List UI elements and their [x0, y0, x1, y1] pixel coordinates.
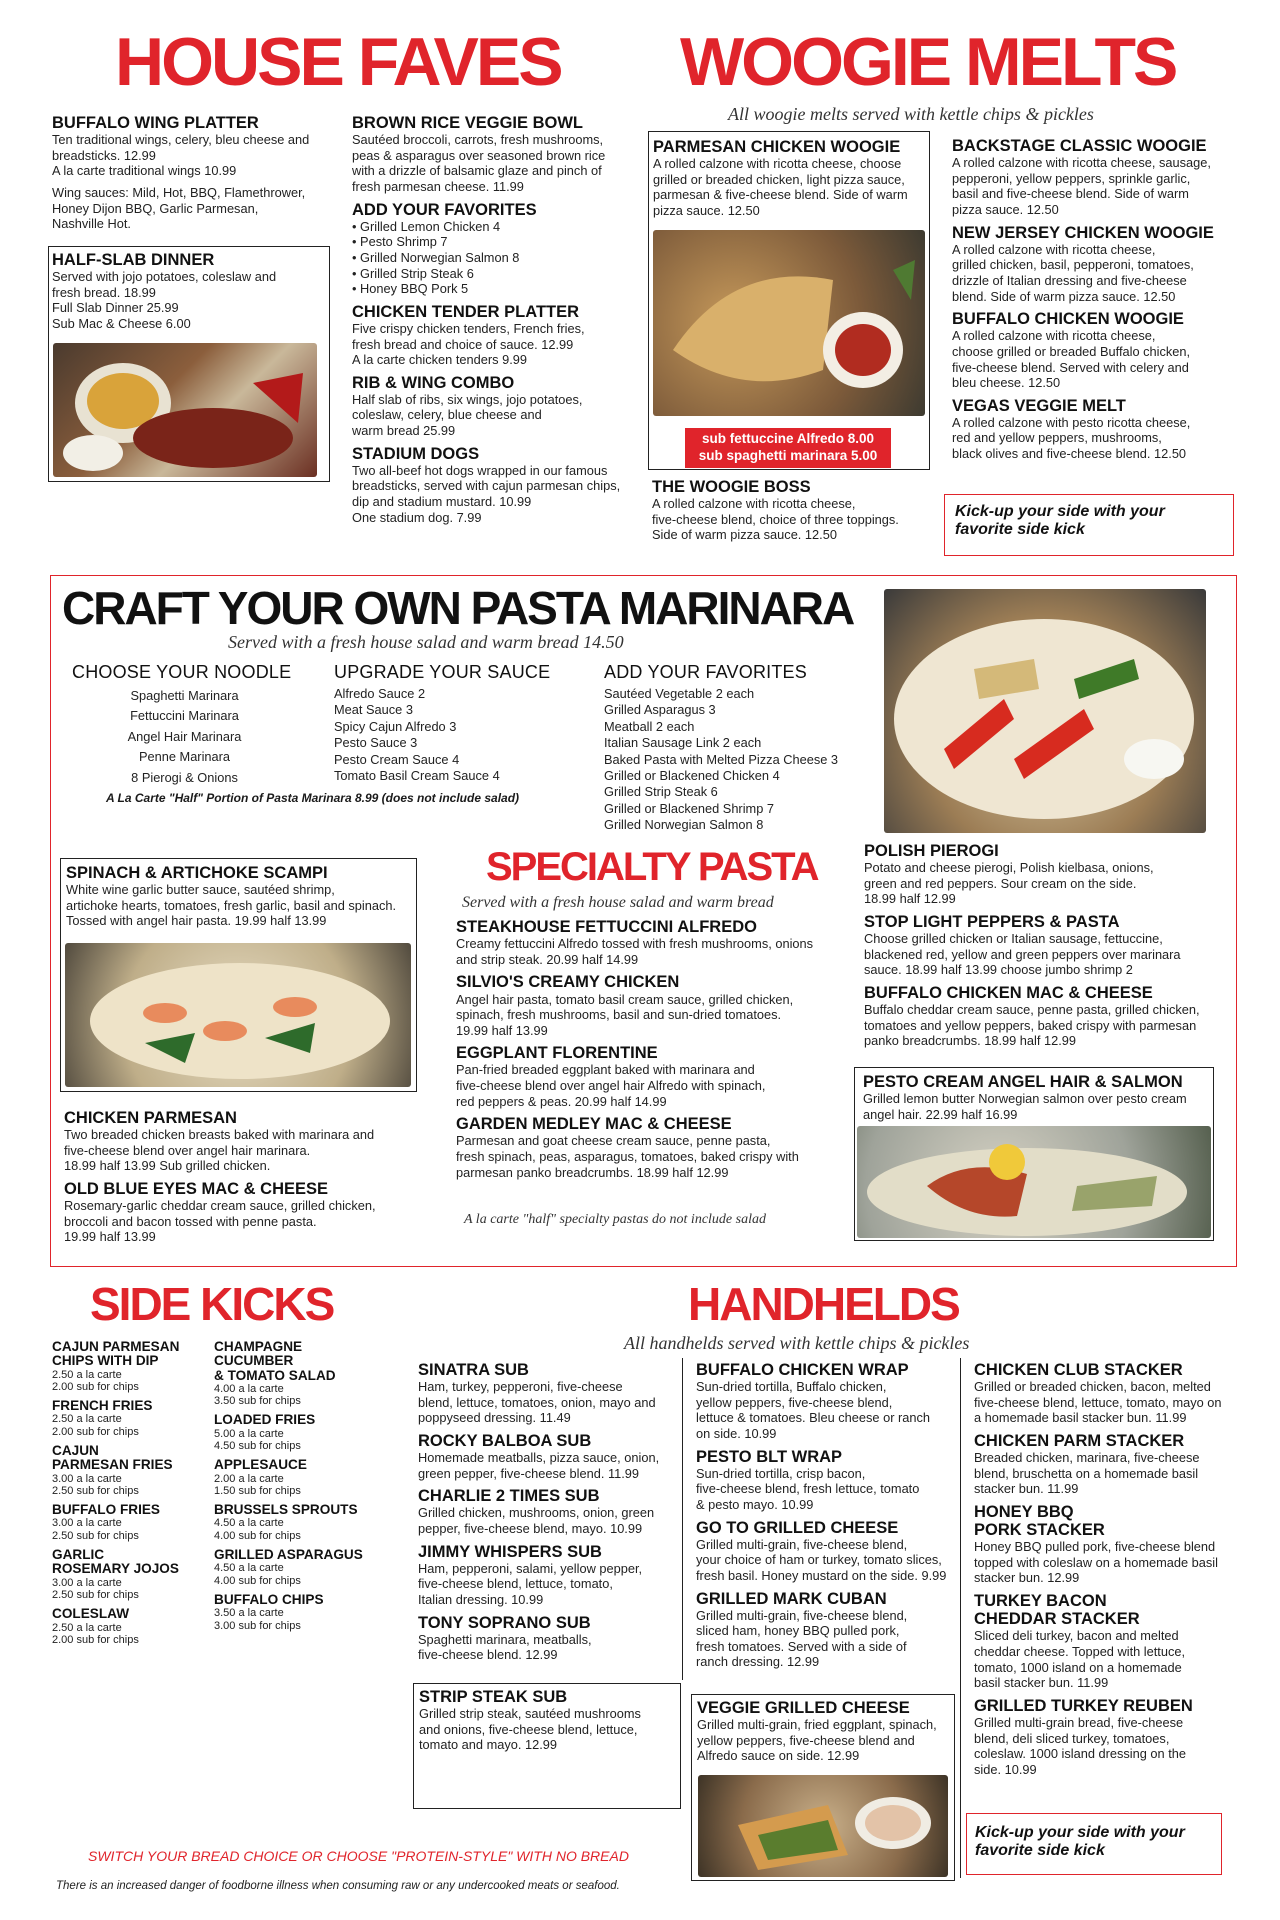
item-name: POLISH PIEROGI — [864, 842, 999, 860]
woogie-sub-banner — [685, 428, 891, 468]
noodle-option: 8 Pierogi & Onions — [131, 769, 238, 785]
favorite-option: Meatball 2 each — [604, 718, 695, 734]
side-price: 5.00 a la carte — [214, 1427, 284, 1440]
side-item — [52, 1399, 212, 1438]
menu-item — [418, 1361, 690, 1426]
side-item — [52, 1607, 212, 1646]
wing-sauces: Wing sauces: Mild, Hot, BBQ, Flamethrower, Honey Dijon BBQ, Garlic Parmesan, Nashville Hot. — [52, 184, 306, 232]
favorite-option: Grilled Norwegian Salmon 8 — [604, 817, 764, 832]
menu-item — [974, 1697, 1246, 1778]
menu-item — [352, 303, 642, 368]
menu-item — [696, 1448, 976, 1513]
item-desc: Grilled multi-grain, five-cheese blend, your choice of ham or turkey, tomato slices, fresh basil. Honey mustard on the side. 9.99 — [696, 1536, 947, 1583]
item-desc: Sliced deli turkey, bacon and melted cheddar cheese. Topped with lettuce, tomato, 1000 island on a homemade basil stacker bun. 11.99 — [974, 1628, 1186, 1691]
menu-item — [456, 1115, 836, 1180]
side-price: 2.50 sub for chips — [52, 1588, 139, 1601]
item-name: BUFFALO CHICKEN WRAP — [696, 1361, 909, 1379]
handhelds-col1 — [418, 1361, 690, 1669]
menu-item — [696, 1519, 976, 1584]
favorite-option: Italian Sausage Link 2 each — [604, 735, 762, 751]
item-desc: Creamy fettuccini Alfredo tossed with fresh mushrooms, onions and strip steak. 20.99 half 14.99 — [456, 936, 814, 967]
side-price: 3.50 sub for chips — [214, 1395, 301, 1408]
side-item — [214, 1458, 384, 1497]
item-name: PESTO BLT WRAP — [696, 1447, 843, 1466]
item-name: GARDEN MEDLEY MAC & CHEESE — [456, 1115, 732, 1134]
item-name: STEAKHOUSE FETTUCCINI ALFREDO — [456, 918, 757, 936]
side-price: 2.50 a la carte — [52, 1621, 122, 1634]
item-name: TURKEY BACON CHEDDAR STACKER — [974, 1592, 1140, 1629]
item-name: SINATRA SUB — [418, 1361, 529, 1379]
handhelds-col2 — [696, 1361, 976, 1676]
side-name: BRUSSELS SPROUTS — [214, 1502, 358, 1518]
menu-item — [864, 913, 1234, 978]
house-faves-col1 — [52, 114, 332, 238]
favorite-option: Grilled or Blackened Chicken 4 — [604, 767, 780, 783]
side-item — [214, 1548, 384, 1587]
menu-item — [864, 842, 1234, 907]
noodle-head: CHOOSE YOUR NOODLE — [72, 662, 292, 682]
specialty-half-note: A la carte "half" specialty pastas do not include salad — [464, 1212, 766, 1227]
item-name: RIB & WING COMBO — [352, 373, 515, 392]
item-name: CHICKEN PARM STACKER — [974, 1431, 1185, 1450]
side-item — [52, 1340, 212, 1393]
handhelds-title: HANDHELDS — [688, 1278, 959, 1330]
item-desc: A rolled calzone with ricotta cheese, five-cheese blend, choice of three toppings. Side of warm pizza sauce. 12.50 — [652, 496, 899, 543]
item-name: GRILLED MARK CUBAN — [696, 1589, 887, 1608]
side-kicks-title: SIDE KICKS — [90, 1278, 334, 1330]
item-desc: Grilled or breaded chicken, bacon, melted five-cheese blend, lettuce, tomato, mayo on a homemade basil stacker bun. 11.99 — [974, 1379, 1222, 1426]
menu-item — [456, 918, 836, 967]
menu-item — [64, 1109, 424, 1174]
side-price: 2.00 sub for chips — [52, 1425, 139, 1438]
item-name: CHICKEN TENDER PLATTER — [352, 302, 580, 321]
noodle-option: Penne Marinara — [138, 749, 231, 765]
side-price: 1.50 sub for chips — [214, 1484, 301, 1497]
side-price: 3.00 a la carte — [52, 1517, 122, 1530]
menu-item — [952, 224, 1242, 305]
side-name: BUFFALO CHIPS — [214, 1591, 324, 1607]
item-name: PESTO CREAM ANGEL HAIR & SALMON — [863, 1073, 1183, 1091]
item-name: GO TO GRILLED CHEESE — [696, 1518, 899, 1537]
woogie-subtitle: All woogie melts served with kettle chips & pickles — [728, 104, 1094, 124]
favorite-option: Grilled Asparagus 3 — [604, 702, 716, 718]
item-name: GRILLED TURKEY REUBEN — [974, 1696, 1193, 1715]
specialty-right-col — [864, 842, 1234, 1055]
parmesan-woogie-box — [648, 131, 930, 470]
side-name: CHAMPAGNE CUCUMBER & TOMATO SALAD — [214, 1339, 336, 1383]
item-name: SILVIO'S CREAMY CHICKEN — [456, 973, 680, 992]
item-desc: A rolled calzone with ricotta cheese, choose grilled or breaded Buffalo chicken, five-cheese blend. Served with celery and bleu cheese. 12.50 — [952, 328, 1191, 391]
item-desc: Ham, turkey, pepperoni, five-cheese blend, lettuce, tomatoes, onion, mayo and poppyseed dressing. 11.49 — [418, 1379, 656, 1426]
half-portion-note: A La Carte "Half" Portion of Pasta Marinara 8.99 (does not include salad) — [106, 791, 520, 805]
item-name: JIMMY WHISPERS SUB — [418, 1542, 602, 1561]
item-desc: Sautéed broccoli, carrots, fresh mushrooms, peas & asparagus over seasoned brown rice with a drizzle of balsamic glaze and pinch of fresh parmesan cheese. 11.99 — [352, 132, 606, 194]
item-desc: Pan-fried breaded eggplant baked with marinara and five-cheese blend over angel hair Alfredo with spinach, red peppers & peas. 20.99 half 14.99 — [456, 1062, 766, 1109]
item-desc: Sun-dried tortilla, Buffalo chicken, yellow peppers, five-cheese blend, lettuce & tomatoes. Bleu cheese or ranch on side. 10.99 — [696, 1379, 931, 1441]
side-name: FRENCH FRIES — [52, 1398, 153, 1414]
food-photo-icon — [65, 943, 411, 1087]
handhelds-divider-1 — [682, 1358, 683, 1680]
half-slab-photo — [53, 343, 317, 477]
banner-line: sub fettuccine Alfredo 8.00 — [701, 431, 875, 446]
food-photo-icon — [653, 230, 925, 416]
item-name: STRIP STEAK SUB — [419, 1688, 568, 1706]
woogie-right-col — [952, 137, 1242, 468]
item-name: CHICKEN CLUB STACKER — [974, 1361, 1183, 1379]
menu-item — [974, 1503, 1246, 1586]
item-name: BUFFALO CHICKEN WOOGIE — [952, 310, 1184, 329]
item-name: BACKSTAGE CLASSIC WOOGIE — [952, 137, 1207, 155]
menu-item — [456, 973, 836, 1038]
specialty-mid-col — [456, 918, 836, 1186]
side-price: 3.00 a la carte — [52, 1472, 122, 1485]
kickup-text: Kick-up your side with your favorite side kick — [975, 1824, 1185, 1860]
salmon-box — [854, 1067, 1214, 1241]
woogie-melts-title: WOOGIE MELTS — [680, 24, 1176, 100]
side-name: COLESLAW — [52, 1606, 130, 1622]
craft-pasta-title: CRAFT YOUR OWN PASTA MARINARA — [62, 582, 854, 634]
menu-item — [352, 445, 642, 526]
banner-line: sub spaghetti marinara 5.00 — [698, 447, 878, 463]
menu-item — [456, 1044, 836, 1109]
side-price: 2.00 a la carte — [214, 1472, 284, 1485]
scampi-box — [60, 858, 417, 1092]
bread-choice-note: SWITCH YOUR BREAD CHOICE OR CHOOSE "PROTEIN-STYLE" WITH NO BREAD — [88, 1848, 629, 1864]
menu-item — [696, 1361, 976, 1442]
specialty-subtitle: Served with a fresh house salad and warm bread — [462, 894, 774, 911]
side-price: 4.00 sub for chips — [214, 1529, 301, 1542]
item-name: TONY SOPRANO SUB — [418, 1613, 591, 1632]
menu-item — [418, 1543, 690, 1608]
side-item — [52, 1444, 212, 1497]
side-price: 2.50 a la carte — [52, 1413, 122, 1426]
item-desc: Parmesan and goat cheese cream sauce, penne pasta, fresh spinach, peas, asparagus, tomatoes, baked crispy with parmesan panko breadcrumbs. 18.99 half 12.99 — [456, 1133, 799, 1180]
item-desc: Grilled multi-grain, five-cheese blend, sliced ham, honey BBQ pulled pork, fresh tomatoes. Served with a side of ranch dressing. 12.99 — [696, 1607, 908, 1670]
side-name: GARLIC ROSEMARY JOJOS — [52, 1547, 179, 1577]
item-desc: Served with jojo potatoes, coleslaw and fresh bread. 18.99 Full Slab Dinner 25.99 Sub Mac & Cheese 6.00 — [52, 269, 277, 331]
grilled-cheese-photo — [698, 1775, 948, 1877]
item-name: BROWN RICE VEGGIE BOWL — [352, 114, 583, 132]
menu-item — [52, 114, 332, 179]
favorite-option: Grilled or Blackened Shrimp 7 — [604, 800, 774, 816]
side-price: 2.50 sub for chips — [52, 1484, 139, 1497]
item-name: BUFFALO WING PLATTER — [52, 114, 259, 132]
menu-item — [696, 1590, 976, 1671]
sauce-option: Spicy Cajun Alfredo 3 — [334, 718, 457, 734]
side-item — [52, 1548, 212, 1601]
item-desc: Choose grilled chicken or Italian sausage, fettuccine, blackened red, yellow and green peppers over marinara sauce. 18.99 half 13.99 choose jumbo shrimp 2 — [864, 931, 1181, 978]
craft-subtitle: Served with a fresh house salad and warm bread 14.50 — [228, 632, 624, 652]
noodle-option: Fettuccini Marinara — [130, 708, 239, 724]
item-desc: • Grilled Lemon Chicken 4 • Pesto Shrimp 7 • Grilled Norwegian Salmon 8 • Grilled Strip Steak 6 • Honey BBQ Pork 5 — [352, 218, 520, 297]
item-name: VEGAS VEGGIE MELT — [952, 396, 1126, 415]
food-photo-icon — [698, 1775, 948, 1877]
item-desc: Buffalo cheddar cream sauce, penne pasta, grilled chicken, tomatoes and yellow peppers, baked crispy with parmesan panko breadcrumbs. 18.99 half 12.99 — [864, 1002, 1200, 1049]
item-desc: Five crispy chicken tenders, French fries, fresh bread and choice of sauce. 12.99 A la carte chicken tenders 9.99 — [352, 320, 585, 368]
specialty-pasta-title: SPECIALTY PASTA — [486, 845, 818, 889]
menu-item — [864, 984, 1234, 1049]
scampi-photo — [65, 943, 411, 1087]
side-item — [214, 1413, 384, 1452]
sauce-head: UPGRADE YOUR SAUCE — [334, 662, 551, 682]
item-name: OLD BLUE EYES MAC & CHEESE — [64, 1179, 329, 1198]
item-desc: White wine garlic butter sauce, sautéed shrimp, artichoke hearts, tomatoes, fresh garlic, basil and spinach. Tossed with angel hair pasta. 19.99 half 13.99 — [66, 882, 397, 929]
salmon-photo — [857, 1126, 1211, 1238]
menu-item — [418, 1487, 690, 1536]
item-desc: Grilled strip steak, sautéed mushrooms and onions, five-cheese blend, lettuce, tomato and mayo. 12.99 — [419, 1706, 641, 1753]
handhelds-divider-2 — [960, 1358, 961, 1878]
side-price: 2.00 sub for chips — [52, 1633, 139, 1646]
item-name: PARMESAN CHICKEN WOOGIE — [653, 138, 901, 156]
sauce-column — [334, 662, 584, 784]
item-name: NEW JERSEY CHICKEN WOOGIE — [952, 223, 1214, 242]
item-desc: A rolled calzone with ricotta cheese, sausage, pepperoni, yellow peppers, sprinkle garlic, basil and five-cheese blend. Side of warm pizza sauce. 12.50 — [952, 155, 1211, 217]
veggie-grilled-box — [691, 1694, 955, 1881]
item-name: ADD YOUR FAVORITES — [352, 200, 537, 219]
item-desc: Honey BBQ pulled pork, five-cheese blend topped with coleslaw on a homemade basil stacker bun. 12.99 — [974, 1539, 1218, 1586]
woogie-boss — [652, 478, 942, 543]
side-name: BUFFALO FRIES — [52, 1502, 160, 1518]
item-name: THE WOOGIE BOSS — [652, 478, 811, 496]
sauce-option: Alfredo Sauce 2 — [334, 686, 426, 701]
side-item — [52, 1503, 212, 1542]
item-name: ROCKY BALBOA SUB — [418, 1431, 592, 1450]
item-desc: Grilled lemon butter Norwegian salmon over pesto cream angel hair. 22.99 half 16.99 — [863, 1091, 1187, 1122]
item-desc: A rolled calzone with pesto ricotta cheese, red and yellow peppers, mushrooms, black olives and five-cheese blend. 12.50 — [952, 414, 1191, 462]
item-desc: Breaded chicken, marinara, five-cheese blend, bruschetta on a homemade basil stacker bun. 11.99 — [974, 1450, 1200, 1497]
woogie-kickup-box — [944, 494, 1234, 556]
sauce-option: Pesto Sauce 3 — [334, 735, 418, 751]
favorite-option: Sautéed Vegetable 2 each — [604, 686, 755, 701]
item-name: CHARLIE 2 TIMES SUB — [418, 1487, 600, 1506]
side-name: LOADED FRIES — [214, 1412, 316, 1428]
sauce-option: Tomato Basil Cream Sauce 4 — [334, 767, 500, 783]
sauce-option: Meat Sauce 3 — [334, 702, 413, 718]
side-price: 4.00 a la carte — [214, 1382, 284, 1395]
handhelds-subtitle: All handhelds served with kettle chips & pickles — [624, 1333, 970, 1353]
side-price: 4.50 a la carte — [214, 1517, 284, 1530]
favorites-head: ADD YOUR FAVORITES — [604, 662, 807, 682]
side-name: CAJUN PARMESAN CHIPS WITH DIP — [52, 1339, 180, 1369]
noodle-option: Spaghetti Marinara — [130, 688, 239, 703]
specialty-left-col — [64, 1109, 424, 1251]
food-photo-icon — [884, 589, 1206, 833]
item-name: CHICKEN PARMESAN — [64, 1109, 237, 1127]
pierogi-photo — [884, 589, 1206, 833]
side-price: 2.50 a la carte — [52, 1368, 122, 1381]
side-price: 2.50 sub for chips — [52, 1529, 139, 1542]
handhelds-kickup-box — [966, 1813, 1222, 1875]
item-name: VEGGIE GRILLED CHEESE — [697, 1699, 910, 1717]
noodle-list — [72, 686, 297, 788]
noodle-option: Angel Hair Marinara — [127, 728, 242, 744]
menu-item — [52, 185, 332, 232]
item-name: STOP LIGHT PEPPERS & PASTA — [864, 912, 1120, 931]
favorites-column — [604, 662, 894, 833]
item-desc: A rolled calzone with ricotta cheese, grilled chicken, basil, pepperoni, tomatoes, drizzle of Italian dressing and five-cheese blend. Side of warm pizza sauce. 12.50 — [952, 241, 1194, 304]
calzone-photo — [653, 230, 925, 416]
menu-item — [418, 1432, 690, 1481]
house-faves-title: HOUSE FAVES — [115, 24, 561, 100]
sauce-option: Pesto Cream Sauce 4 — [334, 751, 460, 767]
side-name: APPLESAUCE — [214, 1457, 307, 1473]
handhelds-col3 — [974, 1361, 1246, 1783]
side-item — [214, 1593, 384, 1632]
menu-item — [952, 397, 1242, 462]
sidekicks-col2 — [214, 1340, 384, 1638]
menu-item — [352, 201, 642, 297]
side-price: 4.50 sub for chips — [214, 1440, 301, 1452]
side-name: GRILLED ASPARAGUS — [214, 1547, 363, 1563]
side-price: 4.00 sub for chips — [214, 1574, 301, 1587]
menu-item — [974, 1361, 1246, 1426]
item-desc: A rolled calzone with ricotta cheese, choose grilled or breaded chicken, light pizza sauce, parmesan & five-cheese blend. Side of warm pizza sauce. 12.50 — [653, 156, 908, 218]
favorite-option: Baked Pasta with Melted Pizza Cheese 3 — [604, 751, 839, 767]
food-photo-icon — [53, 343, 317, 477]
item-desc: Potato and cheese pierogi, Polish kielbasa, onions, green and red peppers. Sour cream on the side. 18.99 half 12.99 — [864, 860, 1154, 907]
item-desc: Two breaded chicken breasts baked with marinara and five-cheese blend over angel hair marinara. 18.99 half 13.99 Sub grilled chicken. — [64, 1127, 375, 1174]
side-price: 3.50 a la carte — [214, 1607, 284, 1620]
item-desc: Grilled multi-grain bread, five-cheese blend, deli sliced turkey, tomatoes, coleslaw. 1000 island dressing on the side. 10.99 — [974, 1714, 1186, 1777]
house-faves-col2 — [352, 114, 642, 531]
item-desc: Two all-beef hot dogs wrapped in our famous breadsticks, served with cajun parmesan chips, dip and stadium mustard. 10.99 One stadium dog. 7.99 — [352, 462, 621, 525]
item-desc: Grilled multi-grain, fried eggplant, spinach, yellow peppers, five-cheese blend and Alfredo sauce on side. 12.99 — [697, 1717, 937, 1764]
item-desc: Rosemary-garlic cheddar cream sauce, grilled chicken, broccoli and bacon tossed with penne pasta. 19.99 half 13.99 — [64, 1198, 376, 1245]
side-price: 2.00 sub for chips — [52, 1380, 139, 1393]
favorite-option: Grilled Strip Steak 6 — [604, 784, 718, 800]
menu-item — [952, 310, 1242, 391]
item-name: EGGPLANT FLORENTINE — [456, 1044, 658, 1063]
noodle-column — [72, 662, 302, 788]
foodborne-warning: There is an increased danger of foodborne illness when consuming raw or any undercooked meats or seafood. — [56, 1880, 620, 1892]
side-price: 3.00 sub for chips — [214, 1619, 301, 1632]
item-desc: Grilled chicken, mushrooms, onion, green pepper, five-cheese blend, mayo. 10.99 — [418, 1505, 655, 1537]
item-name: STADIUM DOGS — [352, 444, 480, 463]
item-name: SPINACH & ARTICHOKE SCAMPI — [66, 864, 328, 882]
item-desc: Sun-dried tortilla, crisp bacon, five-cheese blend, fresh lettuce, tomato & pesto mayo. 10.99 — [696, 1465, 920, 1512]
side-item — [214, 1340, 384, 1407]
sidekicks-col1 — [52, 1340, 212, 1652]
item-name: BUFFALO CHICKEN MAC & CHEESE — [864, 983, 1153, 1002]
menu-item — [974, 1592, 1246, 1691]
item-desc: Ham, pepperoni, salami, yellow pepper, five-cheese blend, lettuce, tomato, Italian dressing. 10.99 — [418, 1560, 643, 1608]
menu-item — [952, 137, 1242, 218]
menu-item — [974, 1432, 1246, 1497]
kickup-text: Kick-up your side with your favorite side kick — [955, 503, 1165, 539]
menu-item — [418, 1614, 690, 1663]
menu-item — [64, 1180, 424, 1245]
strip-steak-box — [413, 1683, 681, 1809]
menu-item — [352, 374, 642, 439]
side-price: 4.50 a la carte — [214, 1562, 284, 1575]
side-price: 3.00 a la carte — [52, 1576, 122, 1589]
item-name: HONEY BBQ PORK STACKER — [974, 1502, 1105, 1540]
side-name: CAJUN PARMESAN FRIES — [52, 1443, 173, 1473]
item-desc: Half slab of ribs, six wings, jojo potatoes, coleslaw, celery, blue cheese and warm bread 25.99 — [352, 391, 583, 439]
side-item — [214, 1503, 384, 1542]
item-desc: Ten traditional wings, celery, bleu cheese and breadsticks. 12.99 A la carte traditional wings 10.99 — [52, 132, 310, 179]
half-slab-box — [48, 246, 330, 482]
menu-item — [352, 114, 642, 195]
food-photo-icon — [857, 1126, 1211, 1238]
item-desc: Angel hair pasta, tomato basil cream sauce, grilled chicken, spinach, fresh mushrooms, basil and sun-dried tomatoes. 19.99 half 13.99 — [456, 991, 794, 1038]
item-name: HALF-SLAB DINNER — [52, 251, 215, 269]
item-desc: Spaghetti marinara, meatballs, five-cheese blend. 12.99 — [418, 1631, 592, 1663]
item-desc: Homemade meatballs, pizza sauce, onion, green pepper, five-cheese blend. 11.99 — [418, 1450, 660, 1481]
